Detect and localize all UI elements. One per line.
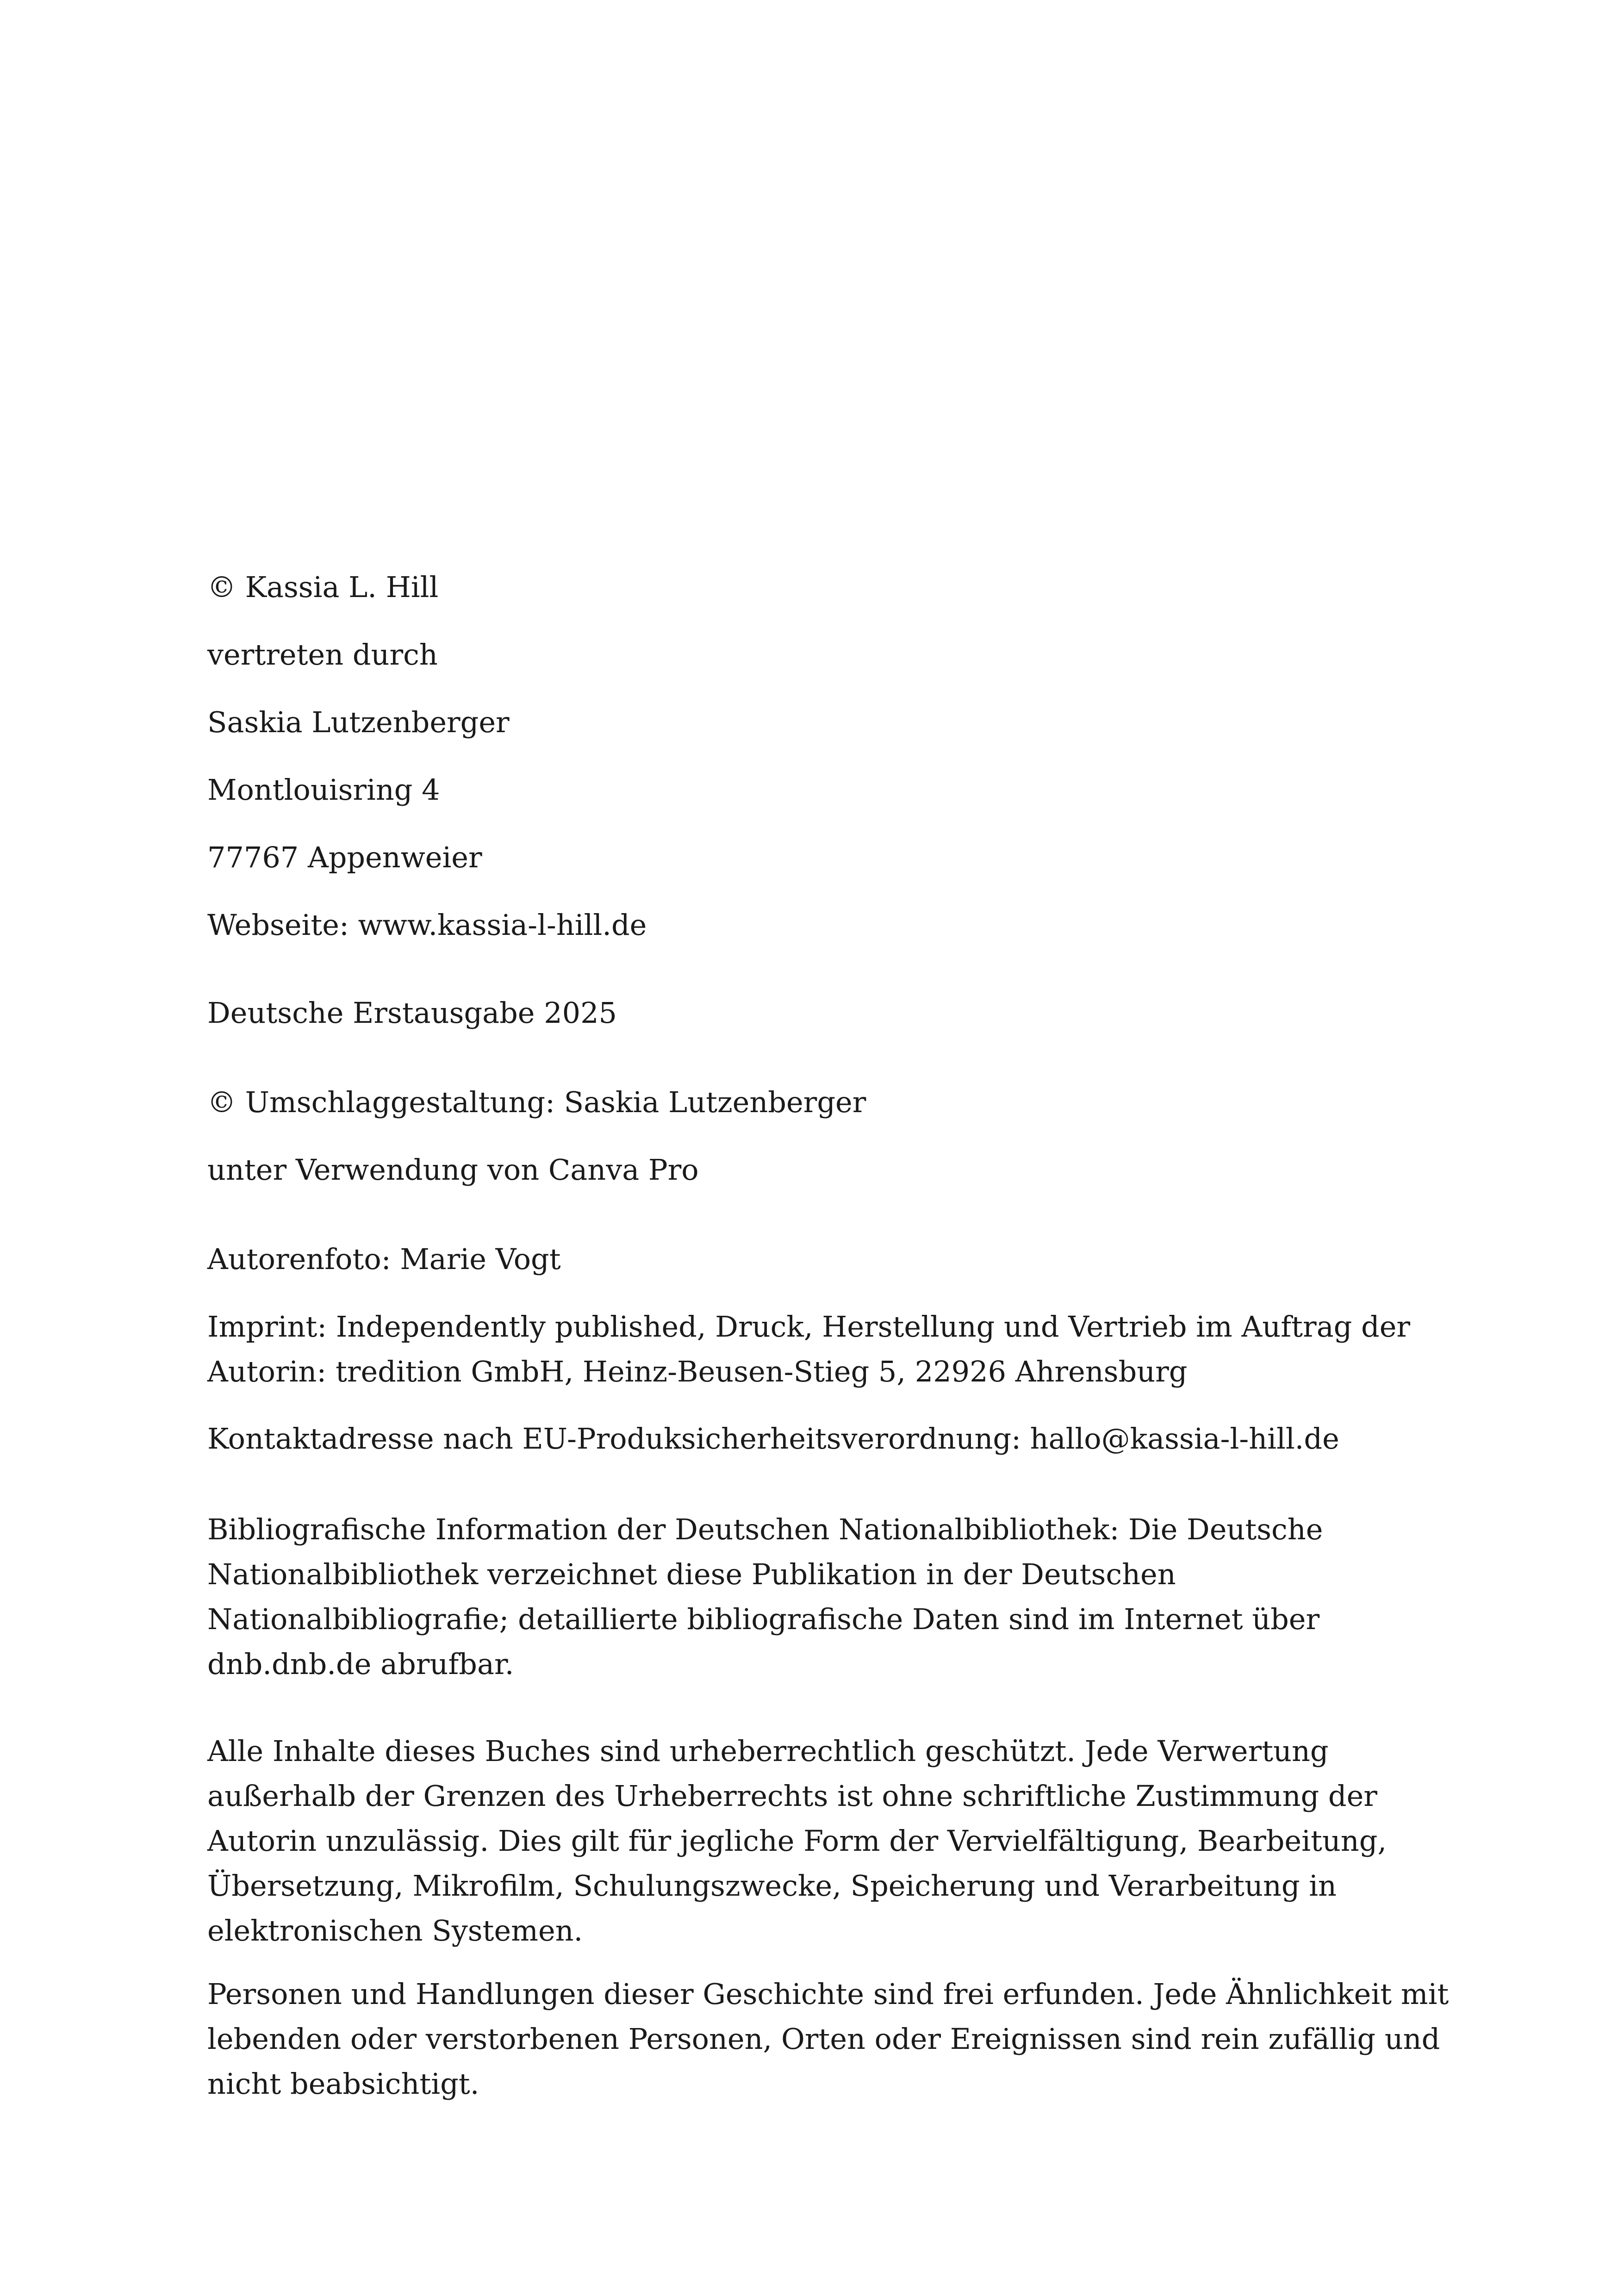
cover-tool-line: unter Verwendung von Canva Pro: [207, 1153, 699, 1187]
cover-design-line: © Umschlaggestaltung: Saskia Lutzenberger: [207, 1085, 866, 1119]
copyright-author: © Kassia L. Hill: [207, 570, 439, 604]
address-city: 77767 Appenweier: [207, 840, 482, 874]
fiction-disclaimer-paragraph: [207, 1972, 1449, 2106]
address-street: Montlouisring 4: [207, 773, 440, 807]
rights-line: Autorin unzulässig. Dies gilt für jegliche Form der Vervielfältigung, Bearbeitung,: [207, 1824, 1387, 1858]
rights-paragraph: [207, 1729, 1411, 1953]
rights-line: Übersetzung, Mikrofilm, Schulungszwecke, Speicherung und Verarbeitung in: [207, 1869, 1337, 1903]
representative-name: Saskia Lutzenberger: [207, 705, 510, 739]
fiction-line: lebenden oder verstorbenen Personen, Orten oder Ereignissen sind rein zufällig und: [207, 2022, 1440, 2056]
author-photo-line: Autorenfoto: Marie Vogt: [207, 1242, 561, 1276]
rights-line: elektronischen Systemen.: [207, 1914, 583, 1948]
rights-line: Alle Inhalte dieses Buches sind urheberrechtlich geschützt. Jede Verwertung: [207, 1734, 1329, 1768]
website-line: Webseite: www.kassia-l-hill.de: [207, 908, 647, 942]
fiction-line: Personen und Handlungen dieser Geschichte sind frei erfunden. Jede Ähnlichkeit mit: [207, 1977, 1449, 2011]
represented-by: vertreten durch: [207, 638, 438, 672]
bibliographic-line: Nationalbibliografie; detaillierte bibliografische Daten sind im Internet über: [207, 1602, 1320, 1636]
bibliographic-paragraph: [207, 1507, 1411, 1686]
imprint-line: Autorin: tredition GmbH, Heinz-Beusen-Stieg 5, 22926 Ahrensburg: [207, 1355, 1188, 1388]
bibliographic-line: Nationalbibliothek verzeichnet diese Publikation in der Deutschen: [207, 1557, 1176, 1591]
bibliographic-line: Bibliografische Information der Deutschen Nationalbibliothek: Die Deutsche: [207, 1512, 1323, 1546]
edition-line: Deutsche Erstausgabe 2025: [207, 996, 617, 1030]
rights-line: außerhalb der Grenzen des Urheberrechts ist ohne schriftliche Zustimmung der: [207, 1779, 1377, 1813]
imprint-paragraph: [207, 1304, 1411, 1394]
contact-line: Kontaktadresse nach EU-Produksicherheitsverordnung: hallo@kassia-l-hill.de: [207, 1422, 1339, 1456]
fiction-line: nicht beabsichtigt.: [207, 2067, 479, 2101]
bibliographic-line: dnb.dnb.de abrufbar.: [207, 1647, 514, 1681]
imprint-line: Imprint: Independently published, Druck, Herstellung und Vertrieb im Auftrag der: [207, 1310, 1411, 1344]
